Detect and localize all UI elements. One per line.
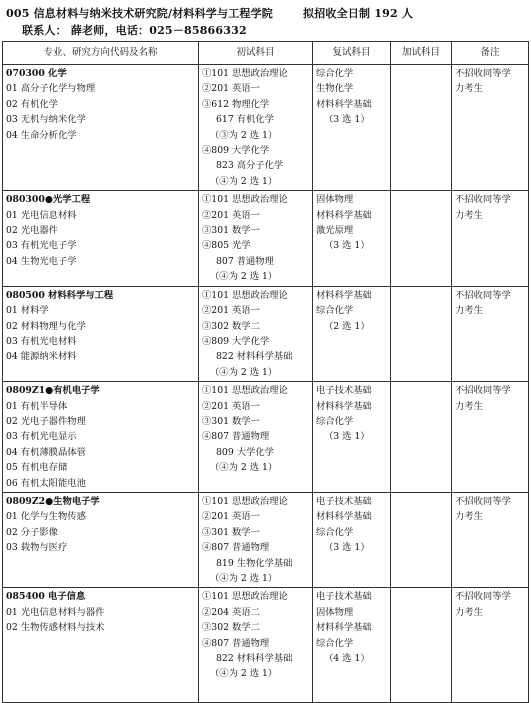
exam-subject: 809 大学化学 xyxy=(216,446,274,458)
research-direction: 02 光电器件 xyxy=(6,225,58,237)
initial-exam-cell xyxy=(199,588,313,703)
retest-subject: （3 选 1） xyxy=(324,240,370,252)
retest-subject: （3 选 1） xyxy=(324,114,370,126)
initial-exam-cell xyxy=(199,492,313,587)
exam-subject: ①101 思想政治理论 xyxy=(202,385,288,397)
remark-text: 力考生 xyxy=(455,606,483,618)
retest-subject: （3 选 1） xyxy=(324,431,370,443)
remark-text: 不招收同等学 xyxy=(455,289,511,301)
retest-subject: 生物化学 xyxy=(316,83,354,95)
retest-cell xyxy=(313,286,391,381)
remark-cell xyxy=(452,65,529,191)
retest-subject: 电子技术基础 xyxy=(316,495,372,507)
retest-subject: 材料科学基础 xyxy=(316,622,372,634)
exam-subject: 617 有机化学 xyxy=(216,114,274,126)
exam-subject: （③为 2 选 1） xyxy=(210,129,278,141)
column-header: 加试科目 xyxy=(391,42,452,65)
research-direction: 03 有机光电材料 xyxy=(6,335,77,347)
retest-subject: （2 选 1） xyxy=(324,320,370,332)
major-cell xyxy=(3,286,199,381)
major-title: 085400 电子信息 xyxy=(6,591,86,603)
research-direction: 01 化学与生物传感 xyxy=(6,511,86,523)
exam-subject: ①101 思想政治理论 xyxy=(202,591,288,603)
exam-subject: ②204 英语二 xyxy=(202,606,260,618)
program-table xyxy=(2,41,529,703)
table-row xyxy=(3,382,529,493)
exam-subject: 822 材料科学基础 xyxy=(216,653,293,665)
major-cell xyxy=(3,191,199,286)
retest-subject: 综合化学 xyxy=(316,526,354,538)
exam-subject: （④为 2 选 1） xyxy=(210,366,278,378)
exam-subject: 807 普通物理 xyxy=(216,255,274,267)
remark-cell xyxy=(452,286,529,381)
research-direction: 04 能源纳米材料 xyxy=(6,351,77,363)
exam-subject: ③302 数学二 xyxy=(202,320,260,332)
research-direction: 01 光电信息材料与器件 xyxy=(6,606,105,618)
retest-subject: 材料科学基础 xyxy=(316,511,372,523)
remark-text: 力考生 xyxy=(455,83,483,95)
research-direction: 02 生物传感材料与技术 xyxy=(6,622,105,634)
major-cell xyxy=(3,65,199,191)
table-row xyxy=(3,588,529,703)
retest-cell xyxy=(313,588,391,703)
remark-text: 力考生 xyxy=(455,209,483,221)
exam-subject: ④807 普通物理 xyxy=(202,431,270,443)
initial-exam-cell xyxy=(199,286,313,381)
table-row xyxy=(3,191,529,286)
column-header: 初试科目 xyxy=(199,42,313,65)
exam-subject: 823 高分子化学 xyxy=(216,160,284,172)
exam-subject: ④809 大学化学 xyxy=(202,335,270,347)
retest-subject: （4 选 1） xyxy=(324,653,370,665)
school-header xyxy=(6,5,413,21)
remark-text: 不招收同等学 xyxy=(455,495,511,507)
extra-exam-cell xyxy=(391,382,452,493)
exam-subject: ③612 物理化学 xyxy=(202,98,270,110)
retest-subject: 激光原理 xyxy=(316,225,354,237)
retest-subject: 固体物理 xyxy=(316,194,354,206)
major-title: 0809Z2●生物电子学 xyxy=(6,495,100,507)
column-header: 备注 xyxy=(452,42,529,65)
retest-subject: 综合化学 xyxy=(316,637,354,649)
remark-cell xyxy=(452,382,529,493)
retest-subject: 综合化学 xyxy=(316,68,354,79)
research-direction: 01 高分子化学与物理 xyxy=(6,83,96,95)
school-title: 005 信息材料与纳米技术研究院/材料科学与工程学院 xyxy=(6,7,274,20)
contact-line: 联系人： 薛老师，电话：025－85866332 xyxy=(22,24,247,37)
retest-subject: 综合化学 xyxy=(316,305,354,317)
exam-subject: ②201 英语一 xyxy=(202,511,260,523)
exam-subject: ②201 英语一 xyxy=(202,400,260,412)
remark-cell xyxy=(452,588,529,703)
table-header-row xyxy=(3,42,529,65)
exam-subject: （④为 2 选 1） xyxy=(210,462,278,474)
remark-cell xyxy=(452,492,529,587)
exam-subject: （④为 2 选 1） xyxy=(210,668,278,680)
exam-subject: ④807 普通物理 xyxy=(202,637,270,649)
major-title: 080500 材料科学与工程 xyxy=(6,289,114,301)
exam-subject: ③301 数学一 xyxy=(202,415,260,427)
exam-subject: ①101 思想政治理论 xyxy=(202,68,288,79)
retest-subject: 电子技术基础 xyxy=(316,385,372,397)
initial-exam-cell xyxy=(199,65,313,191)
retest-subject: 材料科学基础 xyxy=(316,400,372,412)
major-title: 0809Z1●有机电子学 xyxy=(6,385,100,397)
retest-subject: 电子技术基础 xyxy=(316,591,372,603)
research-direction: 02 材料物理与化学 xyxy=(6,320,86,332)
research-direction: 03 无机与纳米化学 xyxy=(6,114,86,126)
research-direction: 02 光电子器件物理 xyxy=(6,415,86,427)
retest-subject: 材料科学基础 xyxy=(316,209,372,221)
column-header: 专业、研究方向代码及名称 xyxy=(3,42,199,65)
exam-subject: ③301 数学一 xyxy=(202,225,260,237)
table-row xyxy=(3,286,529,381)
extra-exam-cell xyxy=(391,286,452,381)
research-direction: 01 有机半导体 xyxy=(6,400,68,412)
exam-subject: （④为 2 选 1） xyxy=(210,271,278,283)
exam-subject: ②201 英语一 xyxy=(202,209,260,221)
exam-subject: ④809 大学化学 xyxy=(202,145,270,157)
exam-subject: ②201 英语一 xyxy=(202,305,260,317)
retest-subject: 材料科学基础 xyxy=(316,289,372,301)
initial-exam-cell xyxy=(199,191,313,286)
research-direction: 02 有机化学 xyxy=(6,98,58,110)
remark-text: 不招收同等学 xyxy=(455,68,511,79)
research-direction: 03 载物与医疗 xyxy=(6,542,68,554)
research-direction: 04 生物光电子学 xyxy=(6,255,77,267)
exam-subject: ①101 思想政治理论 xyxy=(202,289,288,301)
major-cell xyxy=(3,382,199,493)
exam-subject: ③302 数学二 xyxy=(202,622,260,634)
extra-exam-cell xyxy=(391,65,452,191)
exam-subject: ①101 思想政治理论 xyxy=(202,495,288,507)
remark-text: 力考生 xyxy=(455,305,483,317)
retest-subject: 综合化学 xyxy=(316,415,354,427)
retest-subject: （3 选 1） xyxy=(324,542,370,554)
remark-text: 不招收同等学 xyxy=(455,385,511,397)
retest-cell xyxy=(313,65,391,191)
exam-subject: 819 生物化学基础 xyxy=(216,557,293,569)
major-title: 070300 化学 xyxy=(6,68,67,79)
major-cell xyxy=(3,492,199,587)
retest-cell xyxy=(313,382,391,493)
extra-exam-cell xyxy=(391,492,452,587)
exam-subject: ④805 光学 xyxy=(202,240,251,252)
table-row xyxy=(3,65,529,191)
research-direction: 01 材料学 xyxy=(6,305,49,317)
remark-cell xyxy=(452,191,529,286)
research-direction: 03 有机光电子学 xyxy=(6,240,77,252)
major-cell xyxy=(3,588,199,703)
major-title: 080300●光学工程 xyxy=(6,194,91,206)
research-direction: 06 有机太阳能电池 xyxy=(6,477,86,489)
retest-subject: 固体物理 xyxy=(316,606,354,618)
enrollment-quota: 拟招收全日制 192 人 xyxy=(303,7,414,20)
exam-subject: 822 材料科学基础 xyxy=(216,351,293,363)
remark-text: 力考生 xyxy=(455,511,483,523)
remark-text: 不招收同等学 xyxy=(455,194,511,206)
exam-subject: ①101 思想政治理论 xyxy=(202,194,288,206)
research-direction: 04 有机薄膜晶体管 xyxy=(6,446,86,458)
table-row xyxy=(3,492,529,587)
research-direction: 04 生命分析化学 xyxy=(6,129,77,141)
exam-subject: ③301 数学一 xyxy=(202,526,260,538)
exam-subject: （④为 2 选 1） xyxy=(210,175,278,187)
column-header: 复试科目 xyxy=(313,42,391,65)
exam-subject: ④807 普通物理 xyxy=(202,542,270,554)
remark-text: 力考生 xyxy=(455,400,483,412)
retest-cell xyxy=(313,492,391,587)
research-direction: 02 分子影像 xyxy=(6,526,58,538)
exam-subject: （④为 2 选 1） xyxy=(210,573,278,584)
extra-exam-cell xyxy=(391,191,452,286)
retest-cell xyxy=(313,191,391,286)
research-direction: 01 光电信息材料 xyxy=(6,209,77,221)
research-direction: 03 有机光电显示 xyxy=(6,431,77,443)
retest-subject: 材料科学基础 xyxy=(316,98,372,110)
exam-subject: ②201 英语一 xyxy=(202,83,260,95)
remark-text: 不招收同等学 xyxy=(455,591,511,603)
research-direction: 05 有机电存储 xyxy=(6,462,68,474)
initial-exam-cell xyxy=(199,382,313,493)
extra-exam-cell xyxy=(391,588,452,703)
